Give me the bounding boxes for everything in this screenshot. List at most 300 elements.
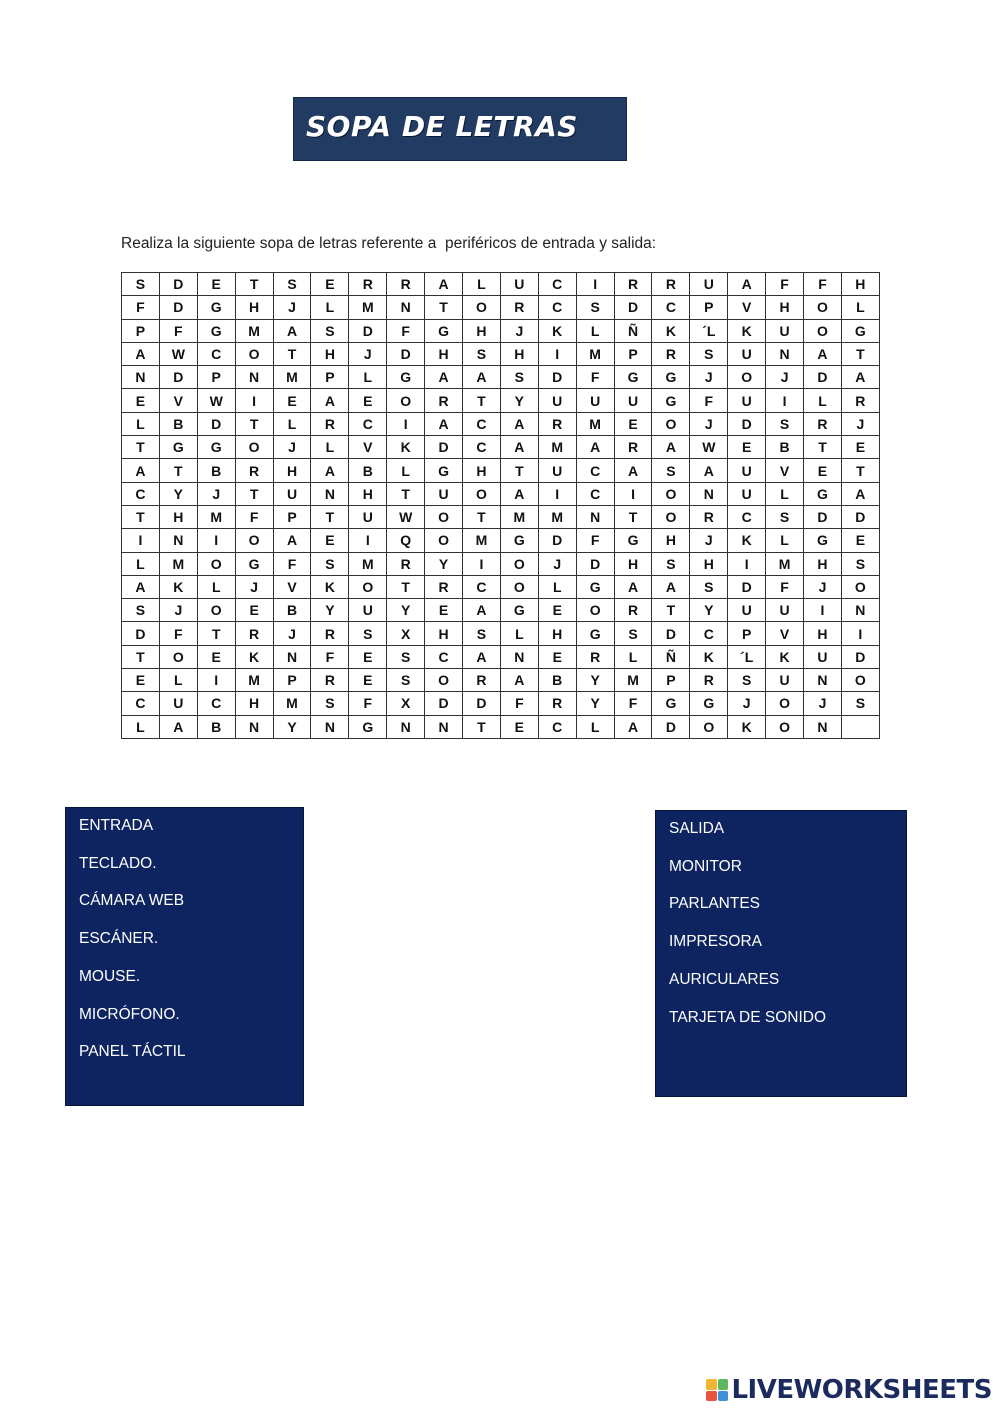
grid-cell[interactable]: L: [349, 366, 387, 389]
grid-cell[interactable]: V: [728, 296, 766, 319]
grid-cell[interactable]: I: [804, 599, 842, 622]
grid-cell[interactable]: U: [349, 599, 387, 622]
grid-cell[interactable]: O: [425, 505, 463, 528]
grid-cell[interactable]: H: [690, 552, 728, 575]
grid-cell[interactable]: T: [273, 342, 311, 365]
grid-cell[interactable]: A: [728, 273, 766, 296]
grid-cell[interactable]: D: [538, 529, 576, 552]
grid-cell[interactable]: B: [159, 412, 197, 435]
grid-cell[interactable]: D: [728, 412, 766, 435]
grid-cell[interactable]: P: [122, 319, 160, 342]
grid-cell[interactable]: C: [538, 296, 576, 319]
grid-cell[interactable]: D: [652, 622, 690, 645]
grid-cell[interactable]: M: [576, 342, 614, 365]
grid-cell[interactable]: C: [538, 273, 576, 296]
grid-cell[interactable]: N: [122, 366, 160, 389]
grid-cell[interactable]: T: [235, 482, 273, 505]
grid-cell[interactable]: Y: [500, 389, 538, 412]
grid-cell[interactable]: A: [614, 575, 652, 598]
grid-cell[interactable]: I: [841, 622, 879, 645]
grid-cell[interactable]: C: [463, 436, 501, 459]
grid-cell[interactable]: C: [538, 715, 576, 738]
grid-cell[interactable]: O: [576, 599, 614, 622]
grid-cell[interactable]: N: [235, 715, 273, 738]
grid-cell[interactable]: C: [425, 645, 463, 668]
grid-cell[interactable]: O: [652, 482, 690, 505]
grid-cell[interactable]: H: [425, 622, 463, 645]
grid-cell[interactable]: H: [463, 319, 501, 342]
grid-cell[interactable]: G: [235, 552, 273, 575]
grid-cell[interactable]: N: [235, 366, 273, 389]
grid-cell[interactable]: J: [690, 529, 728, 552]
grid-cell[interactable]: W: [197, 389, 235, 412]
grid-cell[interactable]: G: [197, 319, 235, 342]
grid-cell[interactable]: F: [766, 273, 804, 296]
grid-cell[interactable]: O: [463, 296, 501, 319]
grid-cell[interactable]: O: [235, 436, 273, 459]
grid-cell[interactable]: A: [425, 412, 463, 435]
grid-cell[interactable]: B: [349, 459, 387, 482]
grid-cell[interactable]: N: [766, 342, 804, 365]
grid-cell[interactable]: R: [349, 273, 387, 296]
grid-cell[interactable]: L: [500, 622, 538, 645]
grid-cell[interactable]: I: [197, 529, 235, 552]
grid-cell[interactable]: N: [576, 505, 614, 528]
grid-cell[interactable]: I: [197, 669, 235, 692]
grid-cell[interactable]: E: [614, 412, 652, 435]
grid-cell[interactable]: N: [425, 715, 463, 738]
grid-cell[interactable]: H: [804, 622, 842, 645]
grid-cell[interactable]: U: [538, 389, 576, 412]
grid-cell[interactable]: R: [614, 436, 652, 459]
grid-cell[interactable]: F: [235, 505, 273, 528]
grid-cell[interactable]: E: [349, 389, 387, 412]
grid-cell[interactable]: F: [614, 692, 652, 715]
grid-cell[interactable]: A: [500, 436, 538, 459]
grid-cell[interactable]: D: [804, 366, 842, 389]
grid-cell[interactable]: E: [500, 715, 538, 738]
grid-cell[interactable]: T: [122, 645, 160, 668]
grid-cell[interactable]: G: [500, 599, 538, 622]
grid-cell[interactable]: V: [766, 622, 804, 645]
grid-cell[interactable]: N: [500, 645, 538, 668]
grid-cell[interactable]: I: [614, 482, 652, 505]
word-search-grid[interactable]: [121, 272, 880, 739]
grid-cell[interactable]: S: [841, 692, 879, 715]
grid-cell[interactable]: K: [728, 529, 766, 552]
grid-cell[interactable]: D: [159, 273, 197, 296]
grid-cell[interactable]: U: [159, 692, 197, 715]
grid-cell[interactable]: R: [387, 552, 425, 575]
grid-cell[interactable]: R: [690, 669, 728, 692]
grid-cell[interactable]: V: [273, 575, 311, 598]
grid-cell[interactable]: A: [122, 342, 160, 365]
grid-cell[interactable]: P: [197, 366, 235, 389]
grid-cell[interactable]: J: [841, 412, 879, 435]
grid-cell[interactable]: A: [159, 715, 197, 738]
grid-cell[interactable]: O: [804, 296, 842, 319]
grid-cell[interactable]: I: [235, 389, 273, 412]
grid-cell[interactable]: L: [311, 436, 349, 459]
grid-cell[interactable]: R: [614, 273, 652, 296]
grid-cell[interactable]: K: [652, 319, 690, 342]
grid-cell[interactable]: A: [500, 412, 538, 435]
grid-cell[interactable]: D: [349, 319, 387, 342]
grid-cell[interactable]: G: [159, 436, 197, 459]
grid-cell[interactable]: I: [576, 273, 614, 296]
grid-cell[interactable]: U: [728, 342, 766, 365]
grid-cell[interactable]: Y: [311, 599, 349, 622]
grid-cell[interactable]: M: [349, 296, 387, 319]
grid-cell[interactable]: R: [500, 296, 538, 319]
grid-cell[interactable]: E: [538, 599, 576, 622]
grid-cell[interactable]: G: [349, 715, 387, 738]
grid-cell[interactable]: M: [273, 366, 311, 389]
grid-cell[interactable]: D: [841, 645, 879, 668]
grid-cell[interactable]: H: [804, 552, 842, 575]
grid-cell[interactable]: S: [311, 692, 349, 715]
grid-cell[interactable]: K: [159, 575, 197, 598]
grid-cell[interactable]: D: [538, 366, 576, 389]
grid-cell[interactable]: T: [500, 459, 538, 482]
grid-cell[interactable]: T: [425, 296, 463, 319]
grid-cell[interactable]: K: [728, 715, 766, 738]
grid-cell[interactable]: C: [463, 575, 501, 598]
grid-cell[interactable]: G: [197, 296, 235, 319]
grid-cell[interactable]: C: [576, 482, 614, 505]
grid-cell[interactable]: J: [500, 319, 538, 342]
grid-cell[interactable]: Y: [576, 692, 614, 715]
grid-cell[interactable]: T: [463, 715, 501, 738]
grid-cell[interactable]: J: [273, 436, 311, 459]
grid-cell[interactable]: A: [425, 273, 463, 296]
grid-cell[interactable]: M: [576, 412, 614, 435]
grid-cell[interactable]: M: [273, 692, 311, 715]
grid-cell[interactable]: N: [841, 599, 879, 622]
grid-cell[interactable]: G: [804, 482, 842, 505]
grid-cell[interactable]: H: [766, 296, 804, 319]
grid-cell[interactable]: A: [652, 436, 690, 459]
grid-cell[interactable]: A: [425, 366, 463, 389]
grid-cell[interactable]: L: [122, 412, 160, 435]
grid-cell[interactable]: D: [576, 552, 614, 575]
grid-cell[interactable]: U: [538, 459, 576, 482]
grid-cell[interactable]: E: [804, 459, 842, 482]
grid-cell[interactable]: G: [425, 319, 463, 342]
grid-cell[interactable]: U: [500, 273, 538, 296]
grid-cell[interactable]: N: [311, 482, 349, 505]
grid-cell[interactable]: L: [576, 715, 614, 738]
grid-cell[interactable]: M: [500, 505, 538, 528]
grid-cell[interactable]: V: [159, 389, 197, 412]
grid-cell[interactable]: J: [690, 412, 728, 435]
grid-cell[interactable]: S: [652, 552, 690, 575]
grid-cell[interactable]: P: [311, 366, 349, 389]
grid-cell[interactable]: F: [159, 622, 197, 645]
grid-cell[interactable]: G: [576, 622, 614, 645]
grid-cell[interactable]: A: [841, 482, 879, 505]
grid-cell[interactable]: S: [463, 342, 501, 365]
grid-cell[interactable]: E: [197, 273, 235, 296]
grid-cell[interactable]: O: [425, 529, 463, 552]
grid-cell[interactable]: D: [841, 505, 879, 528]
grid-cell[interactable]: O: [235, 342, 273, 365]
grid-cell[interactable]: J: [538, 552, 576, 575]
grid-cell[interactable]: X: [387, 622, 425, 645]
grid-cell[interactable]: L: [311, 296, 349, 319]
grid-cell[interactable]: D: [197, 412, 235, 435]
grid-cell[interactable]: H: [614, 552, 652, 575]
grid-cell[interactable]: M: [197, 505, 235, 528]
grid-cell[interactable]: C: [122, 482, 160, 505]
grid-cell[interactable]: R: [841, 389, 879, 412]
grid-cell[interactable]: L: [766, 482, 804, 505]
grid-cell[interactable]: T: [463, 389, 501, 412]
grid-cell[interactable]: R: [463, 669, 501, 692]
grid-cell[interactable]: O: [690, 715, 728, 738]
grid-cell[interactable]: R: [804, 412, 842, 435]
grid-cell[interactable]: A: [311, 389, 349, 412]
grid-cell[interactable]: C: [463, 412, 501, 435]
grid-cell[interactable]: T: [122, 505, 160, 528]
grid-cell[interactable]: S: [728, 669, 766, 692]
grid-cell[interactable]: C: [349, 412, 387, 435]
grid-cell[interactable]: O: [841, 575, 879, 598]
grid-cell[interactable]: ´L: [690, 319, 728, 342]
grid-cell[interactable]: I: [463, 552, 501, 575]
grid-cell[interactable]: A: [311, 459, 349, 482]
grid-cell[interactable]: T: [463, 505, 501, 528]
grid-cell[interactable]: D: [614, 296, 652, 319]
grid-cell[interactable]: S: [500, 366, 538, 389]
grid-cell[interactable]: H: [235, 296, 273, 319]
grid-cell[interactable]: J: [273, 622, 311, 645]
grid-cell[interactable]: S: [576, 296, 614, 319]
grid-cell[interactable]: U: [349, 505, 387, 528]
grid-cell[interactable]: O: [197, 552, 235, 575]
grid-cell[interactable]: M: [463, 529, 501, 552]
grid-cell[interactable]: K: [235, 645, 273, 668]
grid-cell[interactable]: A: [500, 669, 538, 692]
grid-cell[interactable]: K: [387, 436, 425, 459]
grid-cell[interactable]: S: [387, 669, 425, 692]
grid-cell[interactable]: M: [538, 505, 576, 528]
grid-cell[interactable]: J: [766, 366, 804, 389]
grid-cell[interactable]: M: [349, 552, 387, 575]
grid-cell[interactable]: O: [841, 669, 879, 692]
grid-cell[interactable]: R: [538, 412, 576, 435]
grid-cell[interactable]: D: [463, 692, 501, 715]
grid-cell[interactable]: T: [159, 459, 197, 482]
grid-cell[interactable]: I: [728, 552, 766, 575]
grid-cell[interactable]: Y: [159, 482, 197, 505]
grid-cell[interactable]: O: [728, 366, 766, 389]
grid-cell[interactable]: E: [728, 436, 766, 459]
grid-cell[interactable]: T: [235, 273, 273, 296]
grid-cell[interactable]: O: [766, 715, 804, 738]
grid-cell[interactable]: U: [766, 599, 804, 622]
grid-cell[interactable]: H: [235, 692, 273, 715]
grid-cell[interactable]: H: [463, 459, 501, 482]
grid-cell[interactable]: R: [614, 599, 652, 622]
grid-cell[interactable]: R: [235, 459, 273, 482]
grid-cell[interactable]: M: [159, 552, 197, 575]
grid-cell[interactable]: G: [425, 459, 463, 482]
grid-cell[interactable]: E: [122, 669, 160, 692]
grid-cell[interactable]: L: [122, 552, 160, 575]
grid-cell[interactable]: J: [728, 692, 766, 715]
grid-cell[interactable]: D: [728, 575, 766, 598]
grid-cell[interactable]: L: [804, 389, 842, 412]
grid-cell[interactable]: E: [538, 645, 576, 668]
grid-cell[interactable]: L: [614, 645, 652, 668]
grid-cell[interactable]: U: [766, 319, 804, 342]
grid-cell[interactable]: T: [387, 482, 425, 505]
grid-cell[interactable]: G: [387, 366, 425, 389]
grid-cell[interactable]: Y: [273, 715, 311, 738]
grid-cell[interactable]: L: [841, 296, 879, 319]
grid-cell[interactable]: Q: [387, 529, 425, 552]
grid-cell[interactable]: Y: [387, 599, 425, 622]
grid-cell[interactable]: R: [311, 622, 349, 645]
grid-cell[interactable]: S: [652, 459, 690, 482]
grid-cell[interactable]: T: [841, 342, 879, 365]
grid-cell[interactable]: C: [197, 692, 235, 715]
grid-cell[interactable]: C: [576, 459, 614, 482]
grid-cell[interactable]: M: [235, 669, 273, 692]
grid-cell[interactable]: O: [500, 575, 538, 598]
grid-cell[interactable]: R: [311, 669, 349, 692]
grid-cell[interactable]: L: [387, 459, 425, 482]
grid-cell[interactable]: N: [159, 529, 197, 552]
grid-cell[interactable]: R: [538, 692, 576, 715]
grid-cell[interactable]: R: [425, 575, 463, 598]
grid-cell[interactable]: L: [159, 669, 197, 692]
grid-cell[interactable]: O: [197, 599, 235, 622]
grid-cell[interactable]: G: [652, 389, 690, 412]
grid-cell[interactable]: Ñ: [614, 319, 652, 342]
grid-cell[interactable]: C: [728, 505, 766, 528]
grid-cell[interactable]: M: [235, 319, 273, 342]
grid-cell[interactable]: T: [122, 436, 160, 459]
grid-cell[interactable]: N: [690, 482, 728, 505]
grid-cell[interactable]: G: [614, 366, 652, 389]
grid-cell[interactable]: H: [311, 342, 349, 365]
grid-cell[interactable]: A: [122, 575, 160, 598]
grid-cell[interactable]: T: [841, 459, 879, 482]
grid-cell[interactable]: U: [576, 389, 614, 412]
grid-cell[interactable]: L: [576, 319, 614, 342]
grid-cell[interactable]: I: [349, 529, 387, 552]
grid-cell[interactable]: L: [197, 575, 235, 598]
grid-cell[interactable]: S: [463, 622, 501, 645]
grid-cell[interactable]: E: [349, 669, 387, 692]
grid-cell[interactable]: R: [425, 389, 463, 412]
grid-cell[interactable]: N: [804, 715, 842, 738]
grid-cell[interactable]: A: [614, 715, 652, 738]
grid-cell[interactable]: U: [728, 599, 766, 622]
grid-cell[interactable]: D: [425, 436, 463, 459]
grid-cell[interactable]: F: [273, 552, 311, 575]
grid-cell[interactable]: T: [235, 412, 273, 435]
grid-cell[interactable]: J: [235, 575, 273, 598]
grid-cell[interactable]: D: [804, 505, 842, 528]
grid-cell[interactable]: D: [159, 296, 197, 319]
grid-cell[interactable]: A: [614, 459, 652, 482]
grid-cell[interactable]: A: [273, 529, 311, 552]
grid-cell[interactable]: L: [538, 575, 576, 598]
grid-cell[interactable]: F: [500, 692, 538, 715]
grid-cell[interactable]: L: [273, 412, 311, 435]
grid-cell[interactable]: S: [273, 273, 311, 296]
grid-cell[interactable]: O: [652, 505, 690, 528]
grid-cell[interactable]: S: [766, 505, 804, 528]
grid-cell[interactable]: B: [766, 436, 804, 459]
grid-cell[interactable]: L: [766, 529, 804, 552]
grid-cell[interactable]: D: [425, 692, 463, 715]
grid-cell[interactable]: U: [425, 482, 463, 505]
grid-cell[interactable]: I: [766, 389, 804, 412]
grid-cell[interactable]: N: [387, 715, 425, 738]
grid-cell[interactable]: Y: [576, 669, 614, 692]
grid-cell[interactable]: J: [349, 342, 387, 365]
grid-cell[interactable]: S: [311, 552, 349, 575]
grid-cell[interactable]: F: [576, 366, 614, 389]
grid-cell[interactable]: O: [804, 319, 842, 342]
grid-cell[interactable]: R: [387, 273, 425, 296]
grid-cell[interactable]: J: [804, 575, 842, 598]
grid-cell[interactable]: P: [273, 505, 311, 528]
grid-cell[interactable]: F: [349, 692, 387, 715]
grid-cell[interactable]: T: [652, 599, 690, 622]
grid-cell[interactable]: H: [538, 622, 576, 645]
grid-cell[interactable]: U: [614, 389, 652, 412]
grid-cell[interactable]: J: [159, 599, 197, 622]
grid-cell[interactable]: U: [728, 482, 766, 505]
grid-cell[interactable]: I: [387, 412, 425, 435]
grid-cell[interactable]: W: [387, 505, 425, 528]
grid-cell[interactable]: I: [538, 482, 576, 505]
grid-cell[interactable]: J: [273, 296, 311, 319]
grid-cell[interactable]: K: [766, 645, 804, 668]
grid-cell[interactable]: W: [159, 342, 197, 365]
grid-cell[interactable]: [841, 715, 879, 738]
grid-cell[interactable]: D: [122, 622, 160, 645]
grid-cell[interactable]: O: [766, 692, 804, 715]
grid-cell[interactable]: A: [576, 436, 614, 459]
grid-cell[interactable]: U: [728, 389, 766, 412]
grid-cell[interactable]: G: [804, 529, 842, 552]
grid-cell[interactable]: B: [197, 459, 235, 482]
grid-cell[interactable]: I: [122, 529, 160, 552]
grid-cell[interactable]: K: [728, 319, 766, 342]
grid-cell[interactable]: L: [463, 273, 501, 296]
grid-cell[interactable]: E: [311, 529, 349, 552]
grid-cell[interactable]: O: [349, 575, 387, 598]
grid-cell[interactable]: I: [538, 342, 576, 365]
grid-cell[interactable]: Ñ: [652, 645, 690, 668]
grid-cell[interactable]: P: [728, 622, 766, 645]
grid-cell[interactable]: J: [197, 482, 235, 505]
grid-cell[interactable]: O: [387, 389, 425, 412]
grid-cell[interactable]: S: [766, 412, 804, 435]
grid-cell[interactable]: A: [273, 319, 311, 342]
grid-cell[interactable]: U: [804, 645, 842, 668]
grid-cell[interactable]: U: [728, 459, 766, 482]
grid-cell[interactable]: F: [690, 389, 728, 412]
grid-cell[interactable]: Y: [425, 552, 463, 575]
grid-cell[interactable]: S: [122, 599, 160, 622]
